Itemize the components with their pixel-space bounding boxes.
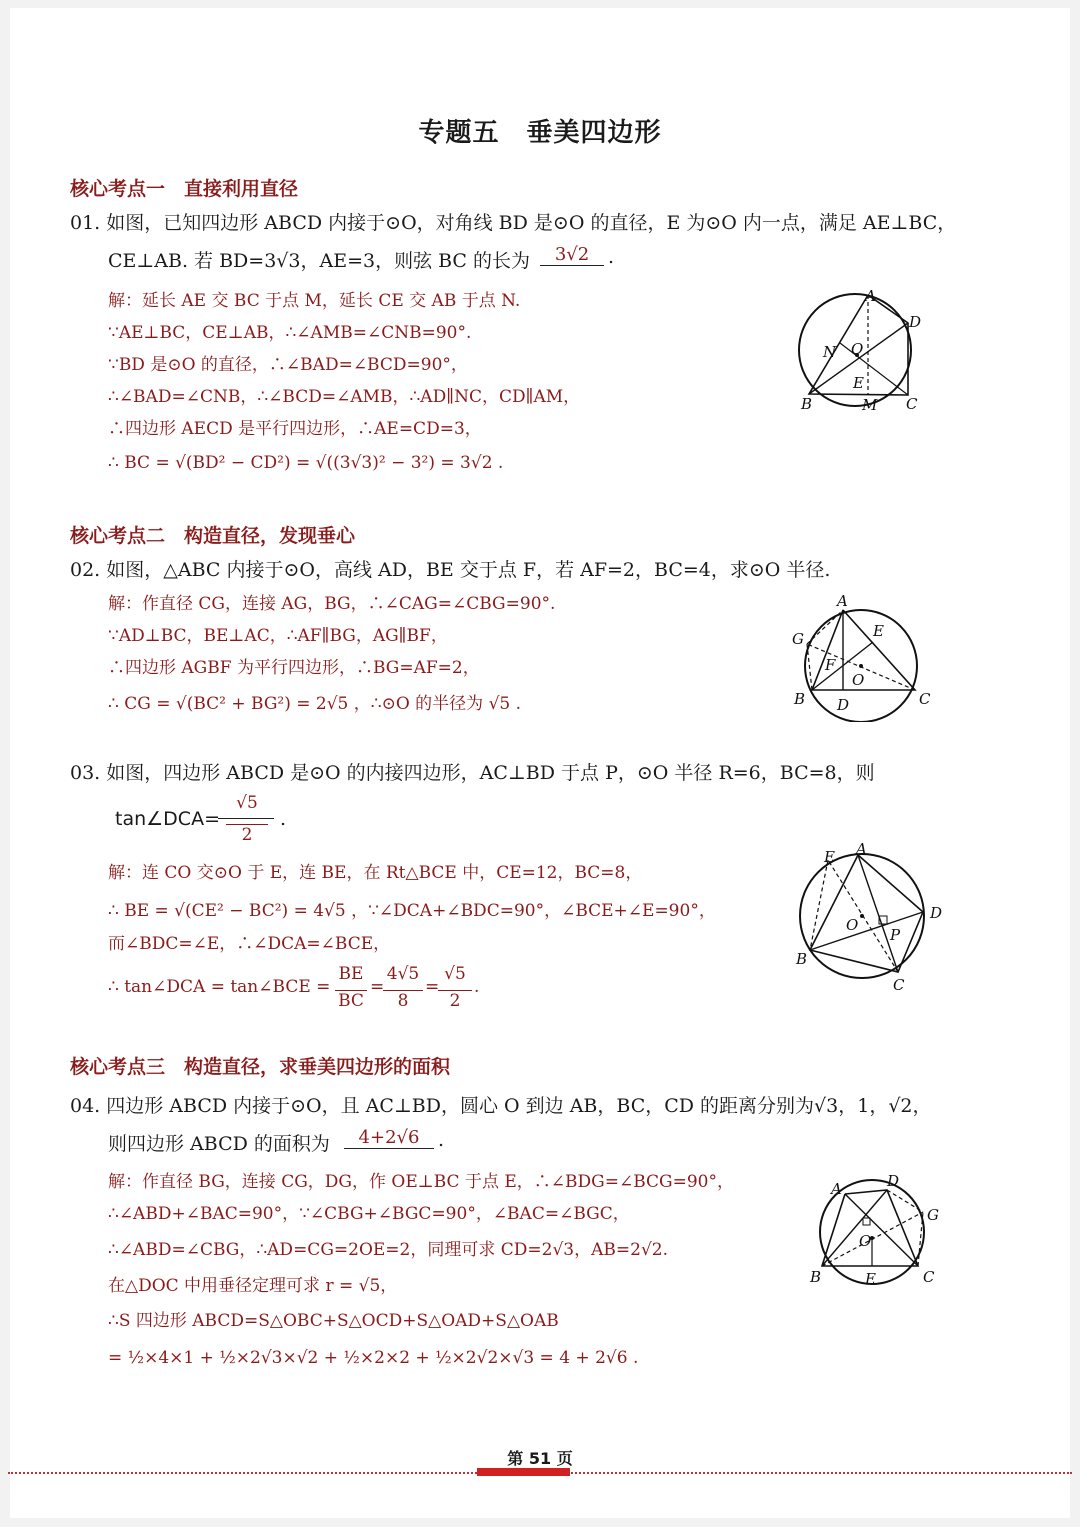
figure-problem-3	[790, 840, 950, 995]
p2-solution-line-3: ∴四边形 AGBF 为平行四边形，∴BG=AF=2，	[108, 658, 480, 678]
p1-solution-line-5: ∴四边形 AECD 是平行四边形，∴AE=CD=3，	[108, 419, 482, 439]
p3-frac1-den: BC	[335, 990, 367, 1011]
p3-frac1-num: BE	[338, 964, 364, 984]
p3-answer-denominator: 2	[226, 824, 268, 845]
problem-4-line-2: 则四边形 ABCD 的面积为	[108, 1133, 330, 1155]
label-c: C	[906, 395, 918, 413]
label-e: E	[873, 622, 884, 640]
label-p: P	[890, 926, 901, 944]
p3-frac2-den: 8	[383, 990, 423, 1011]
label-c: C	[893, 976, 905, 994]
p3-answer-numerator: √5	[236, 793, 258, 813]
segment-ag	[807, 610, 843, 644]
p3-frac2-num: 4√5	[386, 964, 420, 984]
label-m: M	[862, 396, 878, 414]
p3-frac3-den: 2	[438, 990, 472, 1011]
p3-solution-line-2: ∴ BE = √(CE² − BC²) = 4√5 ，∵∠DCA+∠BDC=90°，∠BCE+∠E=90°，	[108, 901, 716, 921]
label-e: E	[865, 1270, 876, 1288]
label-e: E	[853, 374, 864, 392]
p2-solution-line-4: ∴ CG = √(BC² + BG²) = 2√5 ，∴⊙O 的半径为 √5 .	[108, 694, 522, 714]
p1-solution-line-3: ∵BD 是⊙O 的直径，∴∠BAD=∠BCD=90°，	[108, 355, 468, 375]
segment-dg	[887, 1190, 923, 1212]
p1-solution-line-2: ∵AE⊥BC，CE⊥AB，∴∠AMB=∠CNB=90°.	[108, 323, 472, 343]
p2-solution-line-2: ∵AD⊥BC，BE⊥AC，∴AF∥BG，AG∥BF，	[108, 626, 448, 646]
problem-4-line-1: 04. 四边形 ABCD 内接于⊙O，且 AC⊥BD，圆心 O 到边 AB，BC，CD 的距离分别为√3，1，√2，	[70, 1095, 932, 1117]
label-a: A	[856, 840, 867, 858]
page-title: 专题五 垂美四边形	[418, 118, 662, 148]
p3-eq-1: =	[370, 977, 385, 997]
label-o: O	[851, 340, 864, 358]
page-number: 第 51 页	[507, 1449, 573, 1468]
label-b: B	[801, 395, 813, 413]
p4-solution-line-4: 在△DOC 中用垂径定理可求 r = √5，	[108, 1276, 398, 1296]
problem-3-line-2: tan∠DCA=	[115, 808, 220, 830]
diagonal-bd	[822, 1190, 887, 1266]
p4-solution-line-5: ∴S 四边形 ABCD=S△OBC+S△OCD+S△OAD+S△OAB	[108, 1311, 559, 1331]
problem-2-line-1: 02. 如图，△ABC 内接于⊙O，高线 AD，BE 交于点 F，若 AF=2，BC=4，求⊙O 半径.	[70, 559, 831, 581]
label-b: B	[796, 950, 808, 968]
label-a: A	[865, 287, 876, 305]
p4-solution-line-2: ∴∠ABD+∠BAC=90°，∵∠CBG+∠BGC=90°，∠BAC=∠BGC，	[108, 1204, 630, 1224]
section-heading-2: 核心考点二 构造直径，发现垂心	[70, 525, 356, 547]
label-b: B	[794, 690, 806, 708]
center-dot	[859, 664, 863, 668]
p3-solution-line-3: 而∠BDC=∠E，∴∠DCA=∠BCE，	[108, 934, 391, 954]
p1-solution-line-1: 解：延长 AE 交 BC 于点 M，延长 CE 交 AB 于点 N.	[108, 291, 521, 311]
label-c: C	[923, 1268, 935, 1286]
section-heading-3: 核心考点三 构造直径，求垂美四边形的面积	[70, 1056, 451, 1078]
right-angle-mark	[863, 1218, 870, 1225]
figure-problem-2	[785, 592, 940, 722]
label-g: G	[927, 1206, 939, 1224]
problem-1-answer: 3√2	[540, 244, 604, 266]
p3-solution-line-4: ∴ tan∠DCA = tan∠BCE =	[108, 977, 331, 997]
diagonal-ac	[845, 1194, 918, 1266]
footer-accent-bar	[477, 1468, 570, 1476]
p1-solution-line-6: ∴ BC = √(BD² − CD²) = √((3√3)² − 3²) = 3√2 .	[108, 453, 504, 473]
p2-solution-line-1: 解：作直径 CG，连接 AG，BG，∴∠CAG=∠CBG=90°.	[108, 594, 556, 614]
figure-problem-1	[795, 285, 935, 420]
p3-eq-2: =	[425, 977, 440, 997]
center-dot	[860, 914, 864, 918]
p3-answer-underline	[218, 818, 274, 819]
label-d: D	[837, 696, 850, 714]
label-g: G	[792, 630, 804, 648]
label-n: N	[823, 343, 837, 361]
p3-frac3-num: √5	[444, 964, 466, 984]
problem-1-line-2: CE⊥AB. 若 BD=3√3，AE=3，则弦 BC 的长为	[108, 250, 531, 272]
p3-end-dot: .	[474, 977, 480, 997]
problem-3-end: .	[280, 808, 287, 830]
quad-abcd	[822, 1190, 918, 1266]
label-o: O	[846, 916, 859, 934]
label-d: D	[930, 904, 943, 922]
problem-4-end: .	[438, 1129, 445, 1151]
label-a: A	[837, 592, 848, 610]
p4-solution-line-3: ∴∠ABD=∠CBG，∴AD=CG=2OE=2，同理可求 CD=2√3，AB=2√2.	[108, 1240, 668, 1260]
problem-1-end: .	[608, 246, 615, 268]
segment-be	[810, 860, 828, 950]
label-c: C	[919, 690, 931, 708]
p3-solution-line-1: 解：连 CO 交⊙O 于 E，连 BE，在 Rt△BCE 中，CE=12，BC=8，	[108, 863, 643, 883]
label-d: D	[887, 1172, 900, 1190]
label-d: D	[909, 313, 922, 331]
label-o: O	[852, 671, 865, 689]
figure-problem-4	[805, 1168, 955, 1293]
problem-1-line-1: 01. 如图，已知四边形 ABCD 内接于⊙O，对角线 BD 是⊙O 的直径，E 为⊙O 内一点，满足 AE⊥BC，	[70, 212, 957, 234]
label-b: B	[810, 1268, 822, 1286]
section-heading-1: 核心考点一 直接利用直径	[70, 178, 299, 200]
label-f: F	[825, 656, 836, 674]
problem-3-line-1: 03. 如图，四边形 ABCD 是⊙O 的内接四边形，AC⊥BD 于点 P，⊙O 半径 R=6，BC=8，则	[70, 762, 875, 784]
p4-solution-line-6: = ½×4×1 + ½×2√3×√2 + ½×2×2 + ½×2√2×√3 = 4 + 2√6 .	[108, 1348, 639, 1368]
label-e: E	[824, 848, 835, 866]
label-o: O	[859, 1232, 872, 1250]
problem-4-answer: 4+2√6	[344, 1127, 434, 1149]
label-a: A	[831, 1180, 842, 1198]
p4-solution-line-1: 解：作直径 BG，连接 CG，DG，作 OE⊥BC 于点 E，∴∠BDG=∠BCG=90°，	[108, 1172, 734, 1192]
p1-solution-line-4: ∴∠BAD=∠CNB，∴∠BCD=∠AMB，∴AD∥NC，CD∥AM，	[108, 387, 581, 407]
